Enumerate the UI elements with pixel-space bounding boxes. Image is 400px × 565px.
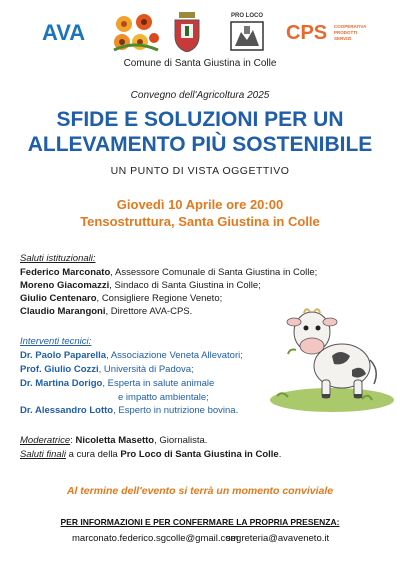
tecnici-person-2 [20, 364, 194, 375]
ava-logo [42, 18, 92, 44]
event-title-line-2: ALLEVAMENTO PIÙ SOSTENIBILE [27, 133, 373, 156]
person-role: e impatto ambientale; [118, 392, 209, 403]
event-date: Giovedì 10 Aprile ore 20:00 [116, 197, 284, 212]
event-subtitle: UN PUNTO DI VISTA OGGETTIVO [110, 165, 290, 177]
pro-loco-logo-text: PRO LOCO [230, 13, 263, 19]
cps-logo-text: CPS [286, 22, 328, 44]
crest-logo [172, 12, 202, 52]
email-link-marconato[interactable]: marconato.federico.sgcolle@gmail.com [72, 533, 239, 544]
event-place: Tensostruttura, Santa Giustina in Colle [80, 214, 320, 229]
pro-loco-logo [226, 12, 268, 54]
person-name: Prof. Giulio Cozzi [20, 364, 99, 375]
cps-logo-desc: COOPERATIVA PRODOTTI SERVIZI [334, 24, 367, 41]
person-name: Dr. Martina Dorigo [20, 378, 103, 389]
moderatrice-sep: : [70, 435, 76, 446]
tecnici-label: Interventi tecnici: [20, 336, 92, 347]
event-title [0, 107, 400, 157]
person-name: Giulio Centenaro [20, 293, 97, 304]
person-role: , Esperta in salute animale [102, 378, 215, 389]
person-name: Federico Marconato [20, 267, 111, 278]
person-name: Moreno Giacomazzi [20, 280, 110, 291]
saluti-finali-line [20, 449, 281, 460]
tecnici-person-1 [20, 350, 243, 361]
moderatrice-line [20, 435, 207, 446]
saluti-finali-label: Saluti finali [20, 449, 66, 460]
convegno-label: Convegno dell'Agricoltura 2025 [130, 90, 270, 101]
saluti-person-1 [20, 267, 317, 278]
email-link-segreteria[interactable]: segreteria@avaveneto.it [226, 533, 330, 544]
tecnici-person-4 [20, 405, 238, 416]
saluti-person-2 [20, 280, 261, 291]
moderatrice-name: Nicoletta Masetto [75, 435, 155, 446]
moderatrice-label: Moderatrice [20, 435, 71, 446]
moderatrice-role: , Giornalista. [154, 435, 208, 446]
saluti-person-4 [20, 306, 192, 317]
person-role: , Università di Padova; [98, 364, 194, 375]
person-role: , Esperto in nutrizione bovina. [113, 405, 239, 416]
person-name: Claudio Marangoni [20, 306, 106, 317]
person-role: , Assessore Comunale di Santa Giustina in Colle; [110, 267, 318, 278]
saluti-person-3 [20, 293, 222, 304]
comune-label: Comune di Santa Giustina in Colle [123, 58, 277, 69]
saluti-finali-middle: a cura della [65, 449, 121, 460]
saluti-finali-end: . [278, 449, 282, 460]
cow-illustration [262, 300, 394, 415]
ava-logo-text: AVA [42, 20, 86, 44]
saluti-label: Saluti istituzionali: [20, 253, 96, 264]
person-name: Dr. Paolo Paparella [20, 350, 107, 361]
person-role: , Sindaco di Santa Giustina in Colle; [109, 280, 261, 291]
cps-logo [286, 22, 366, 46]
person-role: , Consigliere Regione Veneto; [96, 293, 223, 304]
logos-row [0, 8, 400, 58]
conviviale-note: Al termine dell'evento si terrà un momento conviviale [66, 485, 334, 497]
person-role: , Associazione Veneta Allevatori; [106, 350, 243, 361]
person-role: , Direttore AVA-CPS. [105, 306, 193, 317]
event-title-line-1: SFIDE E SOLUZIONI PER UN [56, 108, 344, 131]
tecnici-person-3 [20, 378, 214, 389]
saluti-finali-bold: Pro Loco di Santa Giustina in Colle [120, 449, 279, 460]
ava-logo-mark [42, 18, 92, 44]
info-heading: PER INFORMAZIONI E PER CONFERMARE LA PROPRIA PRESENZA: [60, 517, 340, 527]
person-name: Dr. Alessandro Lotto [20, 405, 114, 416]
tecnici-person-3-cont [118, 392, 209, 403]
flowers-logo [110, 10, 160, 54]
